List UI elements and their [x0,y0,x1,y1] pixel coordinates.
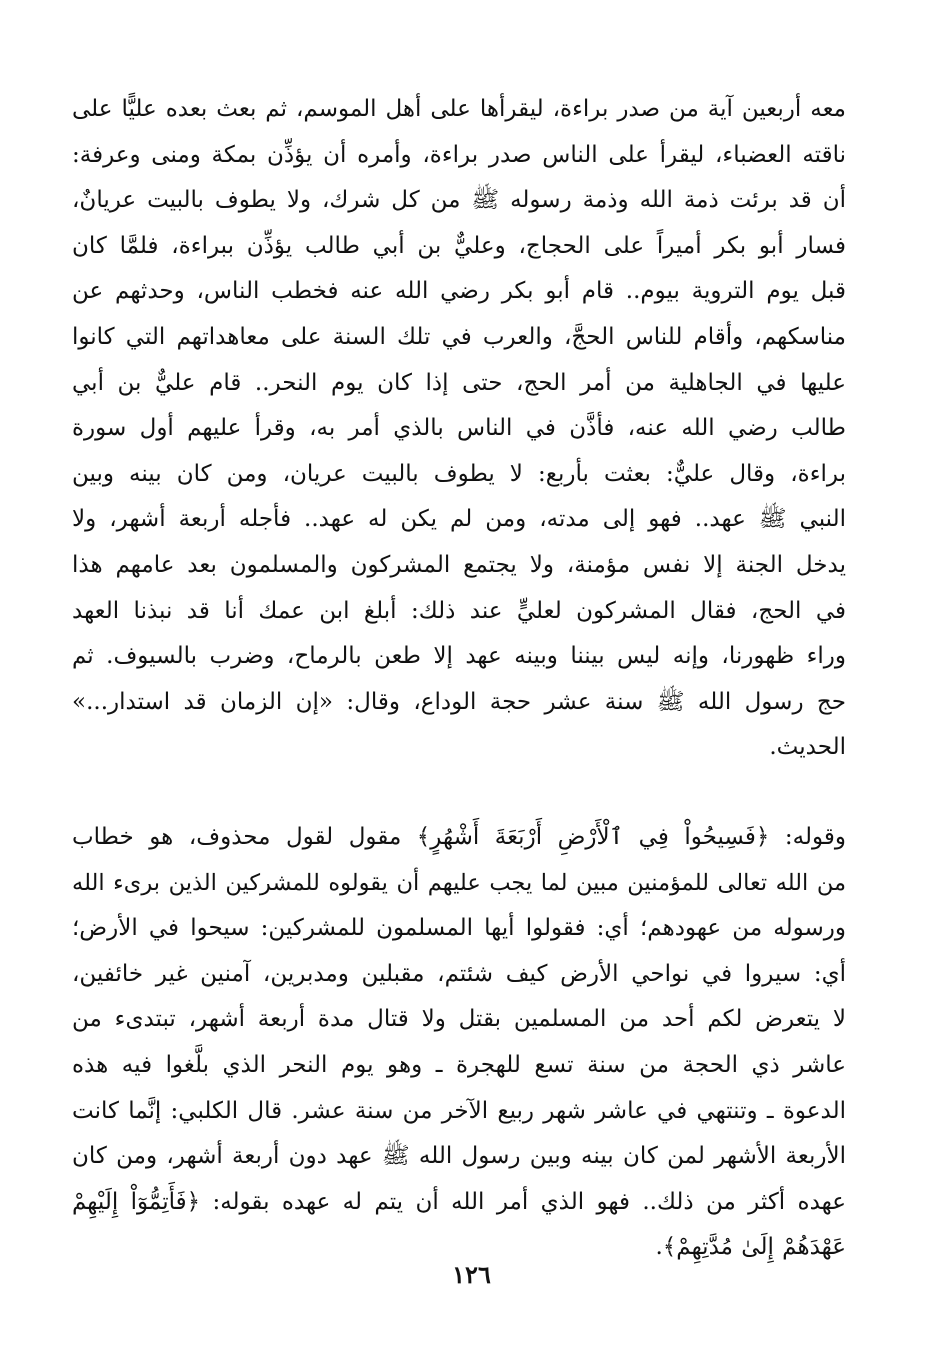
text-line: ورسوله من عهودهم؛ أي: فقولوا أيها المسلمون للمشركين: سيحوا في الأرض؛ [72,915,846,942]
text-line: فسار أبو بكر أميراً على الحجاج، وعليٌّ بن أبي طالب يؤذِّن ببراءة، فلمَّا كان [72,232,846,259]
text-line: أن قد برئت ذمة الله وذمة رسوله ﷺ من كل شرك، ولا يطوف بالبيت عريانٌ، [72,187,846,214]
text-line: الدعوة ـ وتنتهي في عاشر شهر ربيع الآخر من سنة عشر. قال الكلبي: إنَّما كانت [72,1097,846,1124]
paragraph-tafsir-commentary [72,815,846,1271]
page-number: ١٢٦ [452,1260,491,1289]
text-line: عهده أكثر من ذلك.. فهو الذي أمر الله أن يتم له عهده بقوله: ﴿فَأَتِمُّوٓاْ إِلَيْهِمْ [72,1188,846,1215]
text-line: حج رسول الله ﷺ سنة عشر حجة الوداع، وقال: «إن الزمان قد استدار...» [72,688,846,715]
text-line: في الحج، فقال المشركون لعليٍّ عند ذلك: أبلغ ابن عمك أنا قد نبذنا العهد [72,597,846,624]
text-line: عَهْدَهُمْ إِلَىٰ مُدَّتِهِمْ﴾. [655,1234,846,1261]
text-line: مناسكهم، وأقام للناس الحجَّ، والعرب في تلك السنة على معاهداتهم التي كانوا [72,323,846,350]
text-line: لا يتعرض لكم أحد من المسلمين بقتل ولا قتال مدة أربعة أشهر، تبتدىء من [72,1006,846,1033]
text-line: عليها في الجاهلية من أمر الحج، حتى إذا كان يوم النحر.. قام عليٌّ بن أبي [72,369,846,396]
text-line: ناقته العضباء، ليقرأ على الناس صدر براءة، وأمره أن يؤذِّن بمكة ومنى وعرفة: [72,141,846,168]
text-line: قبل يوم التروية بيوم.. قام أبو بكر رضي الله عنه فخطب الناس، وحدثهم عن [72,278,846,305]
text-line: الأربعة الأشهر لمن كان بينه وبين رسول الله ﷺ عهد دون أربعة أشهر، ومن كان [72,1143,846,1170]
text-line: النبي ﷺ عهد.. فهو إلى مدته، ومن لم يكن له عهد.. فأجله أربعة أشهر، ولا [72,506,846,533]
text-line: من الله تعالى للمؤمنين مبين لما يجب عليهم أن يقولوه للمشركين الذين برىء الله [72,869,846,896]
text-line: وراء ظهورنا، وإنه ليس بيننا وبينه عهد إلا طعن بالرماح، وضرب بالسيوف. ثم [72,643,846,670]
text-line: الحديث. [769,734,846,761]
text-line: براءة، وقال عليٌّ: بعثت بأربع: لا يطوف بالبيت عريان، ومن كان بينه وبين [72,460,846,487]
text-line: أي: سيروا في نواحي الأرض كيف شئتم، مقبلين ومدبرين، آمنين غير خائفين، [72,960,846,987]
text-line: يدخل الجنة إلا نفس مؤمنة، ولا يجتمع المشركون والمسلمون بعد عامهم هذا [72,551,846,578]
text-line: معه أربعين آية من صدر براءة، ليقرأها على أهل الموسم، ثم بعث بعده عليًّا على [72,96,846,122]
text-line: وقوله: ﴿فَسِيحُواْ فِي ٱلْأَرْضِ أَرْبَعَةَ أَشْهُرٍ﴾ مقول لقول محذوف، هو خطاب [72,824,846,850]
paragraph-hadith-narration [72,87,846,771]
text-line: عاشر ذي الحجة من سنة تسع للهجرة ـ وهو يوم النحر الذي بلَّغوا فيه هذه [72,1051,846,1078]
text-line: طالب رضي الله عنه، فأذَّن في الناس بالذي أمر به، وقرأ عليهم أول سورة [72,415,846,442]
